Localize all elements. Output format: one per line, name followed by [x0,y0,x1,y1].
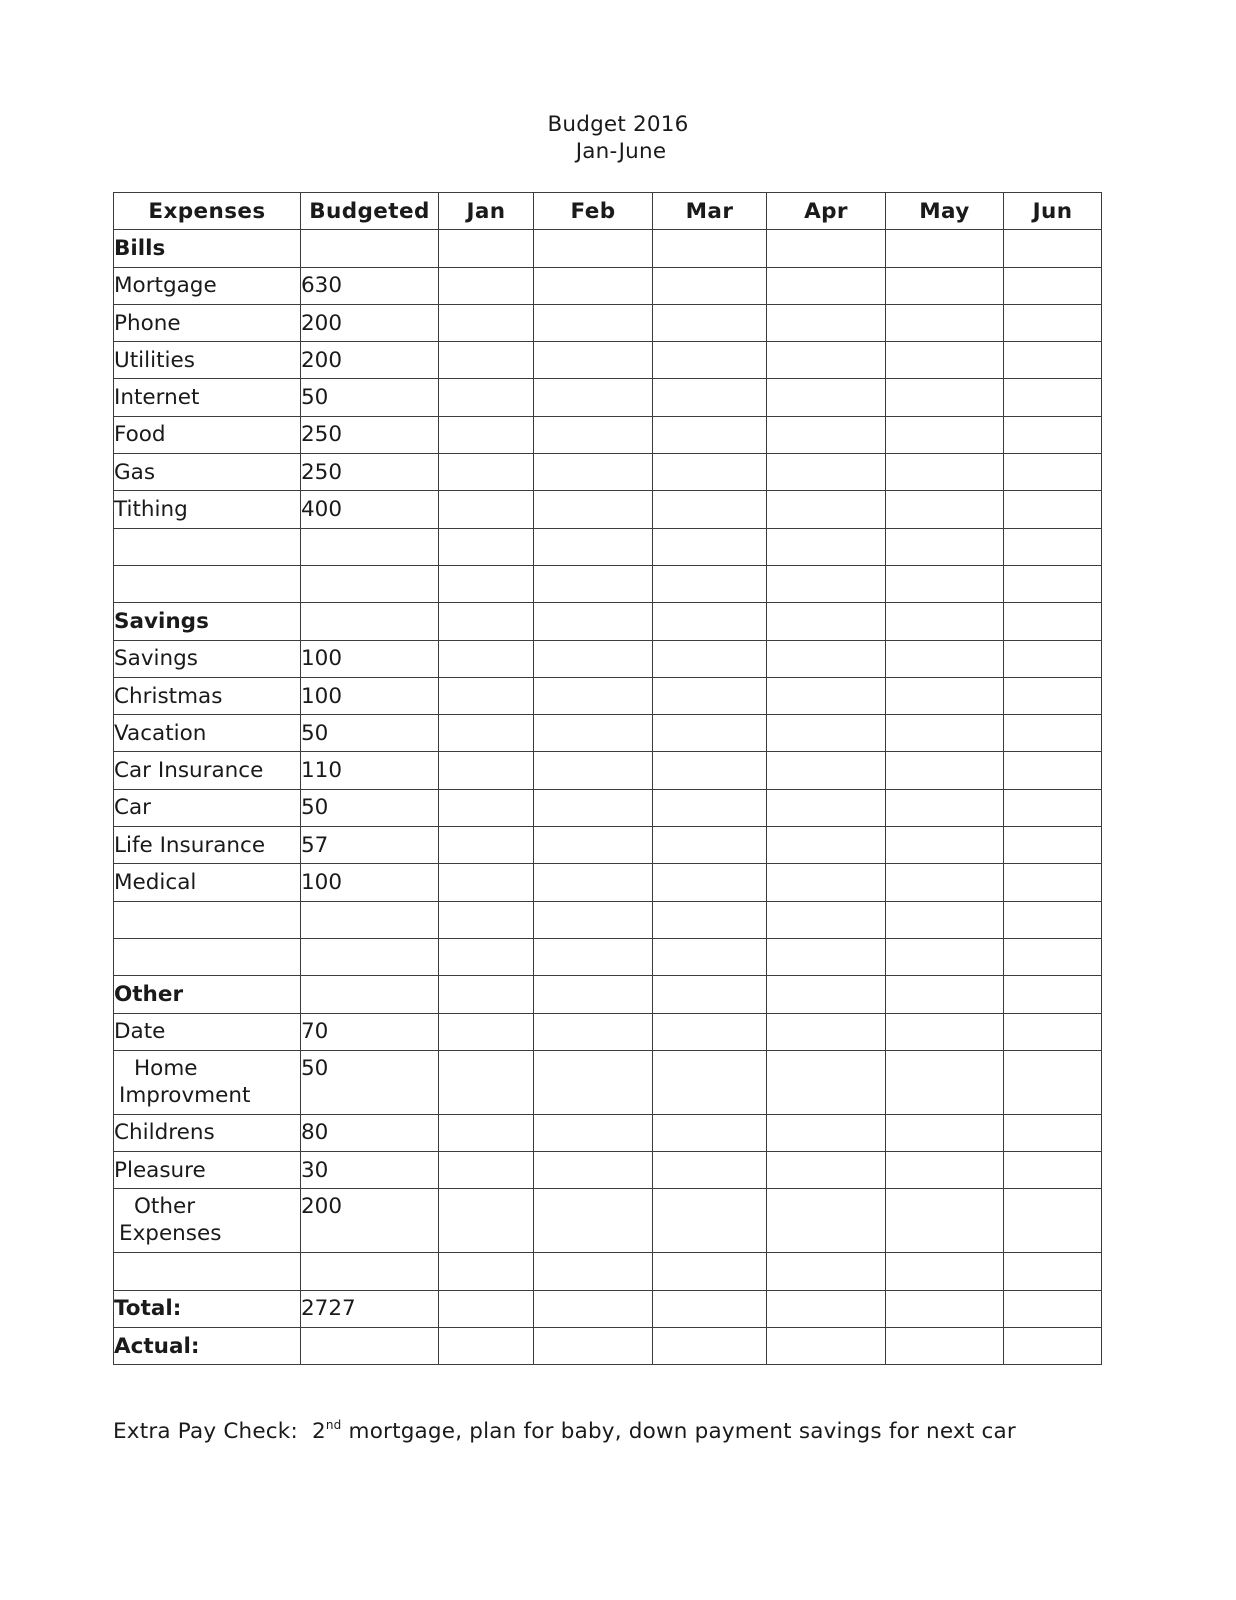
table-row [114,454,1102,491]
budget-value: 250 [301,416,439,453]
section-label: Other [114,976,301,1013]
expense-name: Car [114,789,301,826]
budget-value: 400 [301,491,439,528]
expense-name-line2: Expenses [119,1221,222,1247]
table-row [114,827,1102,864]
expense-name: Vacation [114,715,301,752]
budget-value: 30 [301,1152,439,1189]
table-row [114,752,1102,789]
budget-value: 50 [301,379,439,416]
expense-name [114,1189,301,1253]
actual-label: Actual: [114,1328,301,1365]
table-row [114,1189,1102,1253]
extra-pay-check-note [113,1419,1016,1444]
note-label: Extra Pay Check: [113,1419,298,1444]
title: Budget 2016 [547,112,689,137]
expense-name: Mortgage [114,267,301,304]
total-value: 2727 [301,1290,439,1327]
document-title [0,111,1236,165]
table-row [114,1013,1102,1050]
section-row-bills [114,230,1102,267]
note-ordinal-number: 2 [311,1419,326,1444]
budget-value: 200 [301,342,439,379]
table-row [114,640,1102,677]
expense-name: Medical [114,864,301,901]
table-row [114,715,1102,752]
section-row-other [114,976,1102,1013]
header-expenses: Expenses [114,193,301,230]
empty-row [114,1253,1102,1290]
budget-value: 250 [301,454,439,491]
actual-row [114,1328,1102,1365]
budget-table [113,192,1102,1365]
table-row [114,1050,1102,1114]
table-row [114,342,1102,379]
expense-name-line1: Other [134,1194,196,1220]
table-row [114,267,1102,304]
table-row [114,491,1102,528]
subtitle: Jan-June [575,139,667,164]
header-apr: Apr [767,193,886,230]
empty-row [114,565,1102,602]
section-label: Savings [114,603,301,640]
budget-value: 50 [301,715,439,752]
expense-name: Car Insurance [114,752,301,789]
header-budgeted: Budgeted [301,193,439,230]
budget-value: 57 [301,827,439,864]
budget-value: 110 [301,752,439,789]
empty-row [114,528,1102,565]
header-jan: Jan [439,193,534,230]
note-ordinal-suffix: nd [325,1418,342,1432]
header-may: May [886,193,1004,230]
table-row [114,789,1102,826]
header-jun: Jun [1004,193,1102,230]
expense-name: Phone [114,304,301,341]
expense-name: Tithing [114,491,301,528]
budget-value: 100 [301,640,439,677]
budget-value: 50 [301,789,439,826]
table-row [114,416,1102,453]
table-row [114,304,1102,341]
table-row [114,1114,1102,1151]
table-row [114,379,1102,416]
expense-name: Date [114,1013,301,1050]
expense-name: Pleasure [114,1152,301,1189]
table-row [114,677,1102,714]
table-row [114,864,1102,901]
expense-name: Life Insurance [114,827,301,864]
expense-name: Food [114,416,301,453]
budget-value: 100 [301,864,439,901]
total-label: Total: [114,1290,301,1327]
budget-value: 100 [301,677,439,714]
expense-name-line2: Improvment [119,1082,251,1108]
total-row [114,1290,1102,1327]
expense-name: Savings [114,640,301,677]
note-text: mortgage, plan for baby, down payment savings for next car [348,1419,1016,1444]
section-label: Bills [114,230,301,267]
empty-row [114,938,1102,975]
expense-name: Gas [114,454,301,491]
expense-name: Utilities [114,342,301,379]
table-row [114,1152,1102,1189]
expense-name: Childrens [114,1114,301,1151]
expense-name-line1: Home [134,1055,198,1081]
section-row-savings [114,603,1102,640]
header-mar: Mar [653,193,767,230]
header-row [114,193,1102,230]
expense-name [114,1050,301,1114]
budget-value: 80 [301,1114,439,1151]
budget-value: 200 [301,1189,439,1253]
budget-value: 630 [301,267,439,304]
budget-value: 70 [301,1013,439,1050]
budget-value: 200 [301,304,439,341]
expense-name: Christmas [114,677,301,714]
budget-value: 50 [301,1050,439,1114]
expense-name: Internet [114,379,301,416]
empty-row [114,901,1102,938]
header-feb: Feb [534,193,653,230]
